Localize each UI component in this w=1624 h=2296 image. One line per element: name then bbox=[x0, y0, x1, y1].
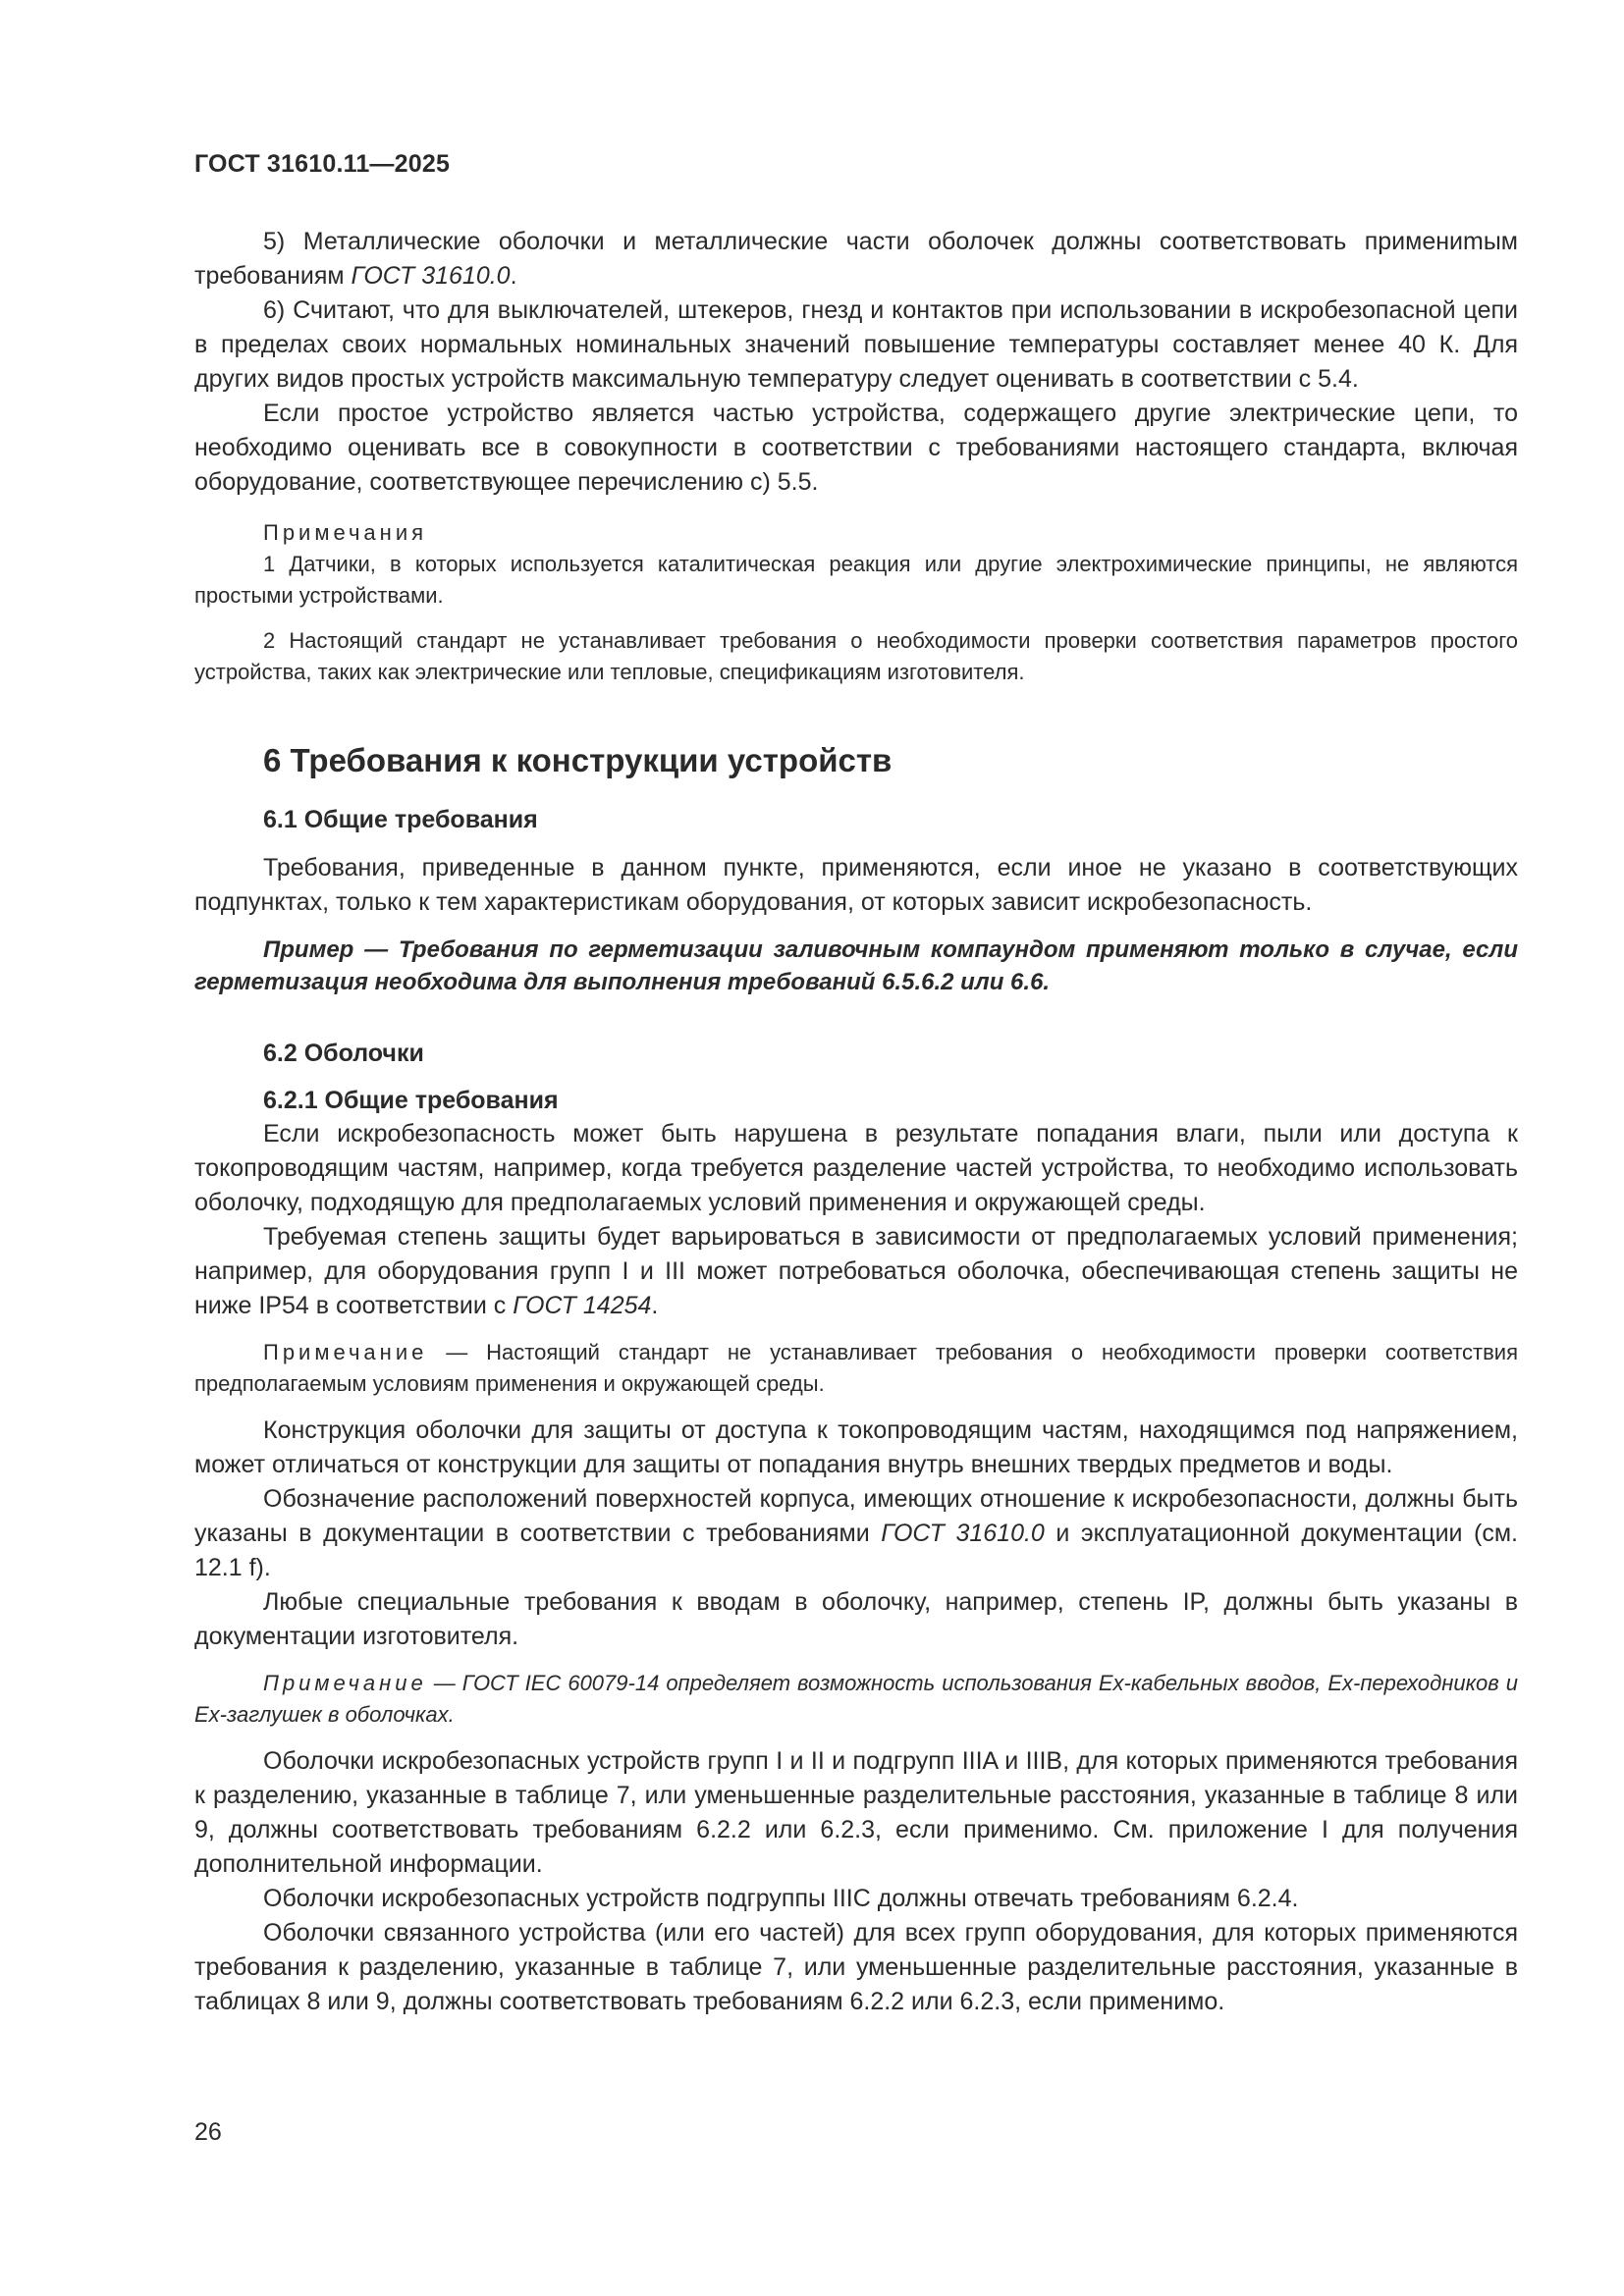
paragraph-simple-device: Если простое устройство является частью устройства, содержащего другие электрические цепи, то необходимо оценивать все в совокупности в соответствии с требованиями настоящего стандарта, включая оборудование, соответствующее перечислению c) 5.5. bbox=[194, 400, 1518, 496]
document-header: ГОСТ 31610.11—2025 bbox=[194, 150, 451, 178]
note-2: 2 Настоящий стандарт не устанавливает требования о необходимости проверки соответствия параметров простого устройства, таких как электрические или тепловые, спецификациям изготовителя. bbox=[194, 628, 1518, 684]
list-item-5-end: . bbox=[510, 262, 517, 290]
paragraph-6-2-1-2-end: . bbox=[651, 1292, 659, 1319]
document-body bbox=[194, 225, 1518, 2019]
note-4-label: Примечание bbox=[263, 1671, 427, 1695]
paragraph-enclosures-2: Оболочки искробезопасных устройств подгруппы IIIC должны отвечать требованиям 6.2.4. bbox=[263, 1885, 1299, 1912]
page-number: 26 bbox=[194, 2118, 222, 2146]
paragraph-6-2-1-1: Если искробезопасность может быть нарушена в результате попадания влаги, пыли или доступа к токопроводящим частям, например, когда требуется разделение частей устройства, то необходимо использовать оболочку, подходящую для предполагаемых условий применения и окружающей среды. bbox=[194, 1120, 1518, 1216]
paragraph-marking-end: и эксплуатационной документации (см. 12.1 f). bbox=[194, 1520, 1518, 1581]
section-6-1-text: Требования, приведенные в данном пункте, применяются, если иное не указано в соответствующих подпунктах, только к тем характеристикам оборудования, от которых зависит искробезопасность. bbox=[194, 854, 1518, 916]
paragraph-enclosures-3: Оболочки связанного устройства (или его частей) для всех групп оборудования, для которых применяются требования к разделению, указанные в таблице 7, или уменьшенные разделительные расстояния, указанные в таблицах 8 или 9, должны соответствовать требованиям 6.2.2 или 6.2.3, если применимо. bbox=[194, 1919, 1518, 2015]
list-item-5-text: 5) Металлические оболочки и металлические части оболочек должны соответствовать примениmым требованиям bbox=[194, 228, 1518, 290]
paragraph-6-2-1-2-text: Требуемая степень защиты будет варьироваться в зависимости от предполагаемых условий применения; например, для оборудования групп I и III может потребоваться оболочка, обеспечивающая степень защиты не ниже IP54 в соответствии с bbox=[194, 1223, 1518, 1319]
note-3-label: Примечание bbox=[263, 1340, 428, 1364]
notes-heading: Примечания bbox=[263, 520, 428, 545]
paragraph-6-2-1-2 bbox=[194, 1220, 1518, 1323]
paragraph-special-requirements: Любые специальные требования к вводам в оболочку, например, степень IP, должны быть указаны в документации изготовителя. bbox=[194, 1588, 1518, 1650]
standard-reference: ГОСТ 31610.0 bbox=[351, 262, 511, 290]
standard-reference: ГОСТ 31610.0 bbox=[881, 1520, 1045, 1547]
example-text: Пример — Требования по герметизации заливочным компаундом применяют только в случае, если герметизация необходима для выполнения требований 6.5.6.2 или 6.6. bbox=[194, 936, 1518, 995]
note-4-text: — ГОСТ IEC 60079-14 определяет возможность использования Ех-кабельных вводов, Ех-переходников и Ех-заглушек в оболочках. bbox=[194, 1671, 1518, 1727]
section-6-2-title: 6.2 Оболочки bbox=[263, 1040, 424, 1067]
note-4 bbox=[194, 1668, 1518, 1731]
section-6-title: 6 Требования к конструкции устройств bbox=[263, 742, 893, 778]
section-6-2-1-title: 6.2.1 Общие требования bbox=[263, 1087, 559, 1114]
note-3 bbox=[194, 1337, 1518, 1400]
paragraph-marking-text: Обозначение расположений поверхностей корпуса, имеющих отношение к искробезопасности, должны быть указаны в документации в соответствии с требованиями bbox=[194, 1485, 1518, 1547]
section-6-1-title: 6.1 Общие требования bbox=[263, 806, 538, 833]
note-3-text: — Настоящий стандарт не устанавливает требования о необходимости проверки соответствия предполагаемым условиям применения и окружающей среды. bbox=[194, 1340, 1518, 1396]
paragraph-construction: Конструкция оболочки для защиты от доступа к токопроводящим частям, находящимся под напряжением, может отличаться от конструкции для защиты от попадания внутрь внешних твердых предметов и воды. bbox=[194, 1416, 1518, 1478]
list-item-6: 6) Считают, что для выключателей, штекеров, гнезд и контактов при использовании в искробезопасной цепи в пределах своих нормальных номинальных значений повышение температуры составляет менее 40 К. Для других видов простых устройств максимальную температуру следует оценивать в соответствии с 5.4. bbox=[194, 296, 1518, 393]
list-item-5 bbox=[194, 225, 1518, 294]
note-1: 1 Датчики, в которых используется каталитическая реакция или другие электрохимические принципы, не являются простыми устройствами. bbox=[194, 552, 1518, 608]
paragraph-enclosures-1: Оболочки искробезопасных устройств групп I и II и подгрупп IIIA и IIIB, для которых применяются требования к разделению, указанные в таблице 7, или уменьшенные разделительные расстояния, указанные в таблице 8 или 9, должны соответствовать требованиям 6.2.2 или 6.2.3, если применимо. См. приложение I для получения дополнительной информации. bbox=[194, 1747, 1518, 1878]
standard-reference: ГОСТ 14254 bbox=[513, 1292, 652, 1319]
paragraph-marking bbox=[194, 1482, 1518, 1585]
